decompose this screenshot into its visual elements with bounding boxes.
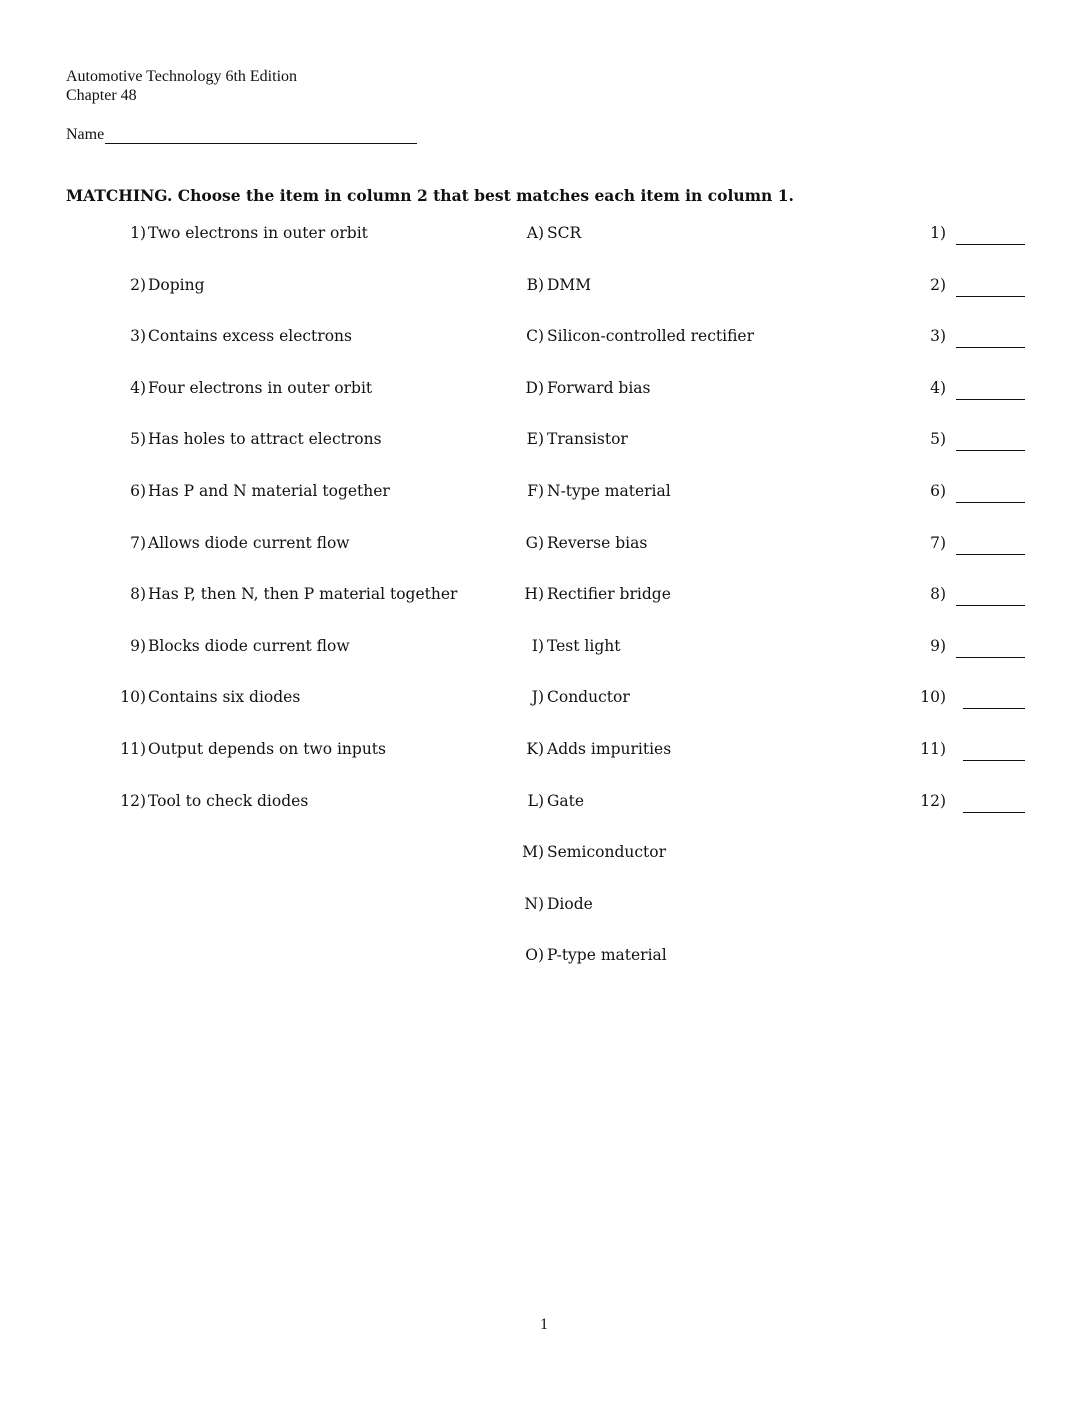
column2-item-text: Adds impurities: [547, 740, 672, 758]
column1-item-text: Has holes to attract electrons: [148, 430, 382, 448]
column1-item-text: Contains excess electrons: [148, 327, 352, 345]
column1-item-number: 3): [130, 327, 146, 345]
column1-item-number: 2): [130, 276, 146, 294]
column1-item-text: Tool to check diodes: [148, 792, 309, 810]
answer-blank[interactable]: [956, 656, 1025, 658]
column1-item-text: Blocks diode current flow: [148, 637, 350, 655]
column1-item-number: 7): [130, 534, 146, 552]
answer-blank[interactable]: [956, 346, 1025, 348]
answer-blank[interactable]: [963, 707, 1025, 709]
name-field[interactable]: [105, 126, 417, 144]
column2-item-text: Reverse bias: [547, 534, 648, 552]
column1-item-number: 12): [120, 792, 146, 810]
page-number: 1: [540, 1316, 548, 1333]
column1-item-text: Output depends on two inputs: [148, 740, 386, 758]
answer-number: 8): [930, 585, 946, 603]
column2-item-letter: I): [531, 637, 544, 655]
column1-item-number: 9): [130, 637, 146, 655]
answer-blank[interactable]: [963, 811, 1025, 813]
answer-number: 1): [930, 224, 946, 242]
column1-item-text: Doping: [148, 276, 205, 294]
column2-item-text: DMM: [547, 276, 592, 294]
column2-item-text: Rectifier bridge: [547, 585, 671, 603]
answer-number: 6): [930, 482, 946, 500]
column1-item-text: Has P, then N, then P material together: [148, 585, 458, 603]
column1-item-number: 8): [130, 585, 146, 603]
column2-item-letter: M): [522, 843, 544, 861]
book-title: Automotive Technology 6th Edition: [66, 68, 298, 85]
column2-item-letter: A): [526, 224, 544, 242]
column1-item-number: 4): [130, 379, 146, 397]
column1-item-text: Four electrons in outer orbit: [148, 379, 373, 397]
answer-number: 12): [920, 792, 946, 810]
column2-item-text: P-type material: [547, 946, 667, 964]
answer-blank[interactable]: [963, 759, 1025, 761]
column2-item-letter: H): [524, 585, 544, 603]
column2-item-text: Silicon-controlled rectifier: [547, 327, 754, 345]
answer-blank[interactable]: [956, 449, 1025, 451]
answer-number: 5): [930, 430, 946, 448]
column2-item-text: Gate: [547, 792, 585, 810]
answer-blank[interactable]: [956, 398, 1025, 400]
column2-item-letter: F): [527, 482, 544, 500]
column2-item-letter: L): [527, 792, 544, 810]
name-label: Name: [66, 126, 105, 143]
chapter-label: Chapter 48: [66, 87, 137, 104]
column2-item-letter: B): [526, 276, 544, 294]
answer-blank[interactable]: [956, 295, 1025, 297]
column2-item-letter: J): [531, 688, 544, 706]
instructions: MATCHING. Choose the item in column 2 that best matches each item in column 1.: [66, 186, 794, 205]
column2-item-text: N-type material: [547, 482, 671, 500]
column1-item-number: 5): [130, 430, 146, 448]
column2-item-text: Test light: [547, 637, 621, 655]
column2-item-letter: C): [526, 327, 544, 345]
answer-blank[interactable]: [956, 243, 1025, 245]
column2-item-text: Diode: [547, 895, 593, 913]
answer-number: 3): [930, 327, 946, 345]
column1-item-number: 1): [130, 224, 146, 242]
answer-number: 4): [930, 379, 946, 397]
column2-item-letter: O): [525, 946, 544, 964]
answer-number: 2): [930, 276, 946, 294]
column2-item-letter: D): [525, 379, 544, 397]
column1-item-text: Has P and N material together: [148, 482, 390, 500]
column2-item-text: Conductor: [547, 688, 630, 706]
answer-blank[interactable]: [956, 553, 1025, 555]
column1-item-number: 10): [120, 688, 146, 706]
column1-item-text: Allows diode current flow: [148, 534, 350, 552]
answer-number: 11): [920, 740, 946, 758]
column1-item-text: Contains six diodes: [148, 688, 301, 706]
answer-number: 7): [930, 534, 946, 552]
column2-item-letter: N): [524, 895, 544, 913]
column1-item-number: 11): [120, 740, 146, 758]
column2-item-letter: E): [526, 430, 544, 448]
column2-item-text: SCR: [547, 224, 582, 242]
column2-item-text: Forward bias: [547, 379, 651, 397]
column2-item-letter: G): [525, 534, 544, 552]
answer-blank[interactable]: [956, 501, 1025, 503]
name-field-row: [66, 126, 417, 144]
answer-number: 10): [920, 688, 946, 706]
answer-number: 9): [930, 637, 946, 655]
column2-item-letter: K): [526, 740, 544, 758]
column2-item-text: Transistor: [547, 430, 628, 448]
answer-blank[interactable]: [956, 604, 1025, 606]
column1-item-number: 6): [130, 482, 146, 500]
column2-item-text: Semiconductor: [547, 843, 666, 861]
column1-item-text: Two electrons in outer orbit: [148, 224, 368, 242]
